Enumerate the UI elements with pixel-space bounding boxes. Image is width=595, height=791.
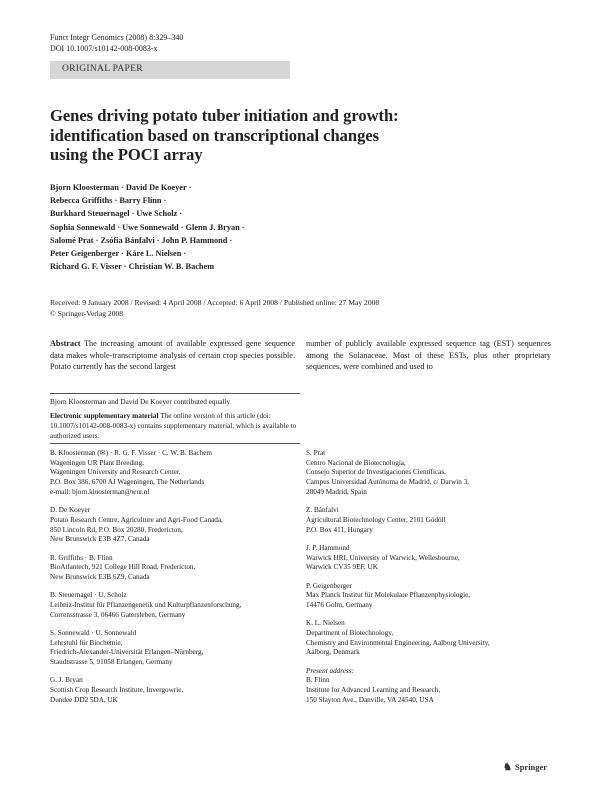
affiliation-block [306,506,556,535]
present-address-label: Present address: [306,666,354,675]
affiliation-line: 28049 Madrid, Spain [306,487,367,496]
author-line: Burkhard Steuernagel · Uwe Scholz · [50,209,183,219]
affiliation-block [50,554,300,583]
affiliation-line: Campus Universidad Autónoma de Madrid, c/ Darwin 3, [306,478,470,487]
author-line: Peter Geigenberger · Kåre L. Nielsen · [50,249,187,259]
affiliation-line: Staudtstrasse 5, 91058 Erlangen, Germany [50,658,173,667]
affiliation-line: B. Steuernagel · U. Scholz [50,591,127,600]
affiliation-line: G. J. Bryan [50,676,83,685]
affiliation-line: R. Griffiths · B. Flinn [50,553,113,562]
copyright-line: © Springer-Verlag 2008 [50,308,124,318]
affiliation-email[interactable]: e-mail: bjorn.kloosterman@wur.nl [50,487,150,496]
affiliation-line: P.O. Box 411, Hungary [306,525,373,534]
affiliation-line: P. Geigenberger [306,581,352,590]
affiliation-line: BioAtlantech, 921 College Hill Road, Fredericton, [50,563,196,572]
title-line: Genes driving potato tuber initiation and growth: [50,106,399,125]
affiliation-line: Potato Research Centre, Agriculture and Agri-Food Canada, [50,515,223,524]
affiliation-line: Wageningen University and Research Center, [50,468,181,477]
affiliation-block [50,629,300,668]
affiliation-line: Agricultural Biotechnology Center, 2101 Gödöll [306,515,446,524]
affiliation-divider [50,443,300,444]
author-line: Salomé Prat · Zsófia Bánfalvi · John P. Hammond · [50,235,233,245]
affiliation-line: Corrensstrasse 3, 06466 Gatersleben, Germany [50,610,186,619]
springer-horse-icon: ♞ [503,762,512,773]
affiliation-line: 850 Lincoln Rd, P.O. Box 20280, Fredericton, [50,525,183,534]
affiliation-line: Leibniz-Institut für Pflanzengenetik und Kulturpflanzenforschung, [50,600,242,609]
affiliation-line: 14476 Golm, Germany [306,600,373,609]
abstract-text-left: The increasing amount of available expressed gene sequence data makes whole-transcriptome analysis of certain crop species possible. Potato currently has the second largest [50,339,295,372]
affiliation-line: S. Prat [306,449,326,457]
affiliation-line: P.O. Box 386, 6700 AJ Wageningen, The Netherlands [50,478,205,487]
affiliation-line: S. Sonnewald · U. Sonnewald [50,628,137,637]
publisher-name: Springer [514,762,548,772]
section-label: ORIGINAL PAPER [62,64,143,74]
affiliation-block [50,449,300,498]
affiliations-left [50,449,300,714]
affiliation-line: Aalborg, Denmark [306,648,360,657]
publication-dates [50,298,379,319]
affiliation-line: Warwick CV35 9EF, UK [306,563,378,572]
affiliation-line: Wageningen UR Plant Breeding, [50,458,145,467]
affiliation-line: J. P. Hammond [306,543,350,552]
affiliation-line: Consejo Superior de Investigaciones Científicas, [306,468,446,477]
affiliation-line: B. Flinn [306,676,330,685]
affiliation-block [50,591,300,620]
title-line: using the POCI array [50,145,203,164]
article-title [50,106,470,165]
affiliation-line: B. Kloosterman (✉) · R. G. F. Visser · C. W. B. Bachem [50,449,212,457]
history-dates: Received: 9 January 2008 / Revised: 4 April 2008 / Accepted: 6 April 2008 / Published online: 27 May 2008 [50,298,380,307]
affiliation-line: New Brunswick E3B 6Z9, Canada [50,572,150,581]
section-banner [50,61,290,79]
author-line: Bjorn Kloosterman · David De Koeyer · [50,183,192,192]
affiliation-block [306,544,556,573]
affiliation-line: Department of Biotechnology, [306,628,394,637]
affiliation-line: K. L. Nielsen [306,619,345,628]
affiliation-line: Dundee DD2 5DA, UK [50,695,118,704]
abstract-text-right: number of publicly available expressed sequence tag (EST) sequences among the Solanaceae. Most of these ESTs, plus other proprietary sequences, were combined and used to [306,339,551,372]
affiliation-line: Max Planck Institut für Molekulare Pflanzenphysiologie, [306,591,471,600]
affiliation-line: Friedrich-Alexander-Universität Erlangen–Nürnberg, [50,648,204,657]
author-list [50,181,370,273]
esm-heading: Electronic supplementary material [50,411,159,420]
abstract-left-column [50,338,295,373]
affiliation-line: D. De Koeyer [50,506,91,515]
present-address-block [306,667,556,706]
affiliation-block [50,676,300,705]
author-line: Richard G. F. Visser · Christian W. B. Bachem [50,262,215,272]
affiliation-line: Lehrstuhl für Biochemie, [50,638,123,647]
abstract-right-column [306,338,551,373]
affiliation-line: Centro Nacional de Biotecnología, [306,458,406,467]
supplementary-material-note [50,411,300,441]
footnote-divider [50,393,300,394]
affiliation-line: 150 Slayton Ave., Danville, VA 24540, USA [306,695,434,704]
affiliation-line: Warwick HRI, University of Warwick, Wellesbourne, [306,553,460,562]
journal-doi: DOI 10.1007/s10142-008-0083-x [50,44,158,53]
affiliation-line: Chemistry and Environmental Engineering, Aalborg University, [306,638,490,647]
affiliations-right [306,449,556,714]
journal-reference [50,32,183,54]
journal-citation: Funct Integr Genomics (2008) 8:329–340 [50,33,184,42]
affiliation-block [50,506,300,545]
author-line: Sophia Sonnewald · Uwe Sonnewald · Glenn J. Bryan · [50,222,245,232]
affiliation-block [306,619,556,658]
affiliation-block [306,449,556,498]
affiliation-line: Institute for Advanced Learning and Research, [306,686,441,695]
author-line: Rebecca Griffiths · Barry Flinn · [50,196,167,206]
abstract-heading: Abstract [50,339,81,348]
affiliation-line: Scottish Crop Research Institute, Invergowrie, [50,686,184,695]
equal-contribution-note: Bjorn Kloosterman and David De Koeyer contributed equally [50,397,231,406]
esm-text: The online version of this article (doi: 10.1007/s10142-008-0083-x) contains supplementary material, which is available to authorized users. [50,411,297,440]
affiliation-block [306,582,556,611]
affiliation-line: Z. Bánfalvi [306,506,339,515]
publisher-logo [503,762,547,773]
affiliation-line: New Brunswick E3B 4Z7, Canada [50,535,150,544]
title-line: identification based on transcriptional changes [50,125,380,145]
